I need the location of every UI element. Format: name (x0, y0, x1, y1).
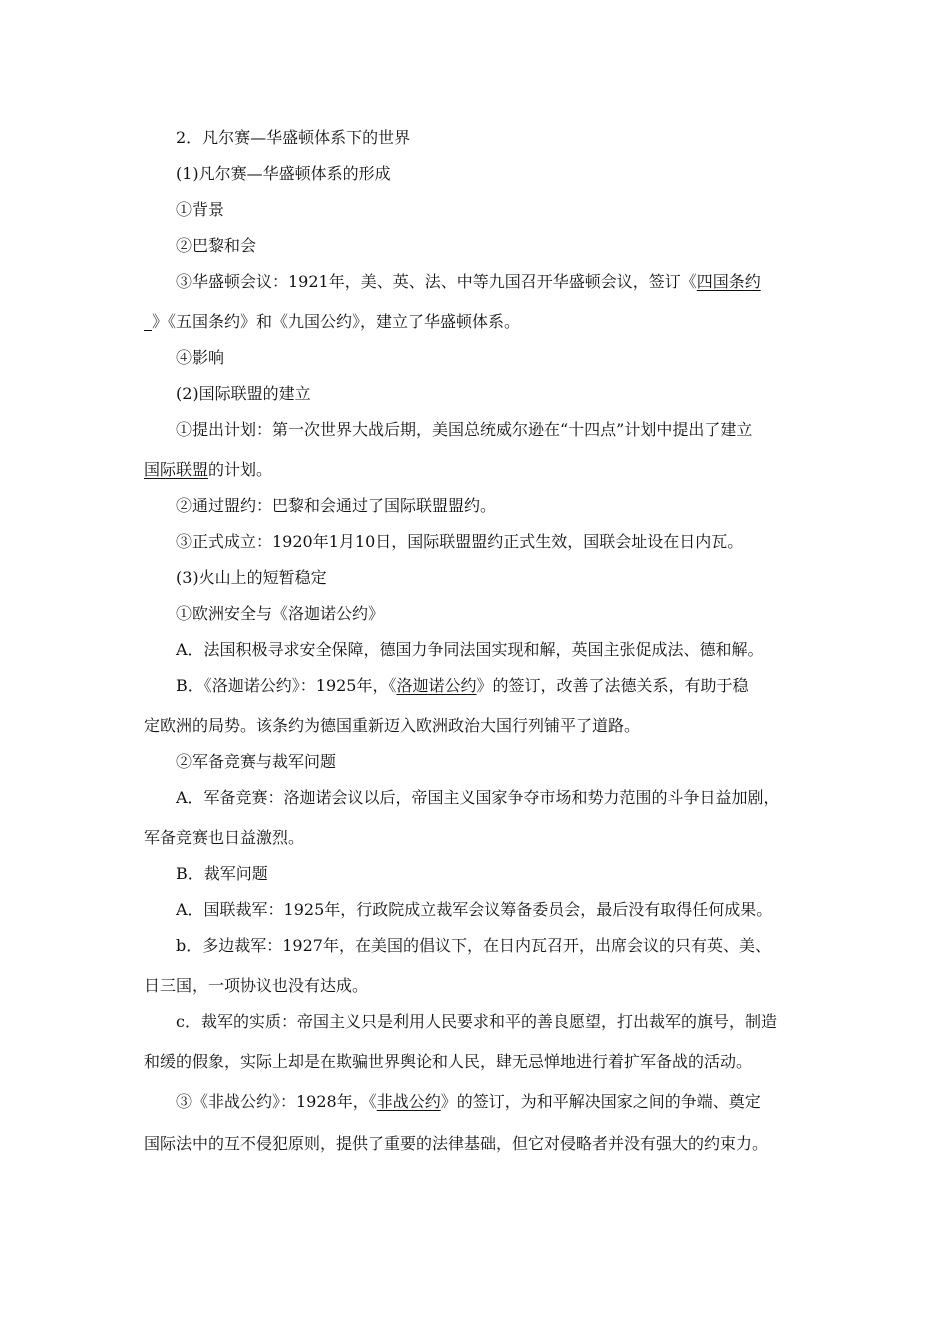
underlined-answer: 四国条约 (696, 272, 761, 291)
item-covenant: ②通过盟约：巴黎和会通过了国际联盟盟约。 (176, 496, 497, 515)
item-a-arms-cont: 军备竞赛也日益激烈。 (144, 828, 305, 847)
item-arms-race: ②军备竞赛与裁军问题 (176, 752, 337, 771)
item-proposal: ①提出计划：第一次世界大战后期，美国总统威尔逊在“十四点”计划中提出了建立 (176, 420, 753, 439)
item-b-multilateral-cont: 日三国，一项协议也没有达成。 (144, 976, 369, 995)
item-b-multilateral: b．多边裁军：1927年，在美国的倡议下，在日内瓦召开，出席会议的只有英、美、 (176, 936, 771, 955)
item-a-france: A．法国积极寻求安全保障，德国力争同法国实现和解，英国主张促成法、德和解。 (176, 640, 764, 659)
underlined-answer: 国际联盟 (144, 460, 209, 479)
underlined-answer: 洛迦诺公约 (396, 676, 477, 695)
item-kellogg-cont: 国际法中的互不侵犯原则，提供了重要的法律基础，但它对侵略者并没有强大的约束力。 (144, 1134, 769, 1153)
heading-2-2: (2)国际联盟的建立 (176, 384, 311, 403)
heading-2-1: (1)凡尔赛—华盛顿体系的形成 (176, 164, 391, 183)
underlined-answer: _ (144, 312, 152, 331)
item-a-arms: A．军备竞赛：洛迦诺会议以后，帝国主义国家争夺市场和势力范围的斗争日益加剧， (176, 788, 780, 807)
item-c-essence-cont: 和缓的假象，实际上却是在欺骗世界舆论和人民，肆无忌惮地进行着扩军备战的活动。 (144, 1052, 753, 1071)
item-paris-conference: ②巴黎和会 (176, 236, 257, 255)
heading-2: 2．凡尔赛—华盛顿体系下的世界 (176, 128, 411, 147)
item-c-essence: c．裁军的实质：帝国主义只是利用人民要求和平的善良愿望，打出裁军的旗号，制造 (176, 1012, 777, 1031)
item-b-locarno: B．《洛迦诺公约》：1925年，《洛迦诺公约》的签订，改善了法德关系，有助于稳 (176, 676, 749, 695)
item-washington-conference: ③华盛顿会议：1921年，美、英、法、中等九国召开华盛顿会议，签订《四国条约 (176, 272, 761, 291)
item-b-disarm: B．裁军问题 (176, 864, 268, 883)
item-founded: ③正式成立：1920年1月10日，国际联盟盟约正式生效，国联会址设在日内瓦。 (176, 532, 744, 551)
item-a-league-disarm: A．国联裁军：1925年，行政院成立裁军会议筹备委员会，最后没有取得任何成果。 (176, 900, 773, 919)
item-proposal-cont: 国际联盟的计划。 (144, 460, 273, 479)
item-influence: ④影响 (176, 348, 225, 367)
item-europe-security: ①欧洲安全与《洛迦诺公约》 (176, 604, 385, 623)
item-washington-conference-cont: _》《五国条约》和《九国公约》，建立了华盛顿体系。 (144, 312, 521, 331)
item-kellogg: ③《非战公约》：1928年，《非战公约》的签订，为和平解决国家之间的争端、奠定 (176, 1092, 761, 1111)
item-b-locarno-cont: 定欧洲的局势。该条约为德国重新迈入欧洲政治大国行列铺平了道路。 (144, 716, 641, 735)
item-background: ①背景 (176, 200, 225, 219)
underlined-answer: 非战公约 (376, 1092, 441, 1111)
heading-2-3: (3)火山上的短暂稳定 (176, 568, 327, 587)
